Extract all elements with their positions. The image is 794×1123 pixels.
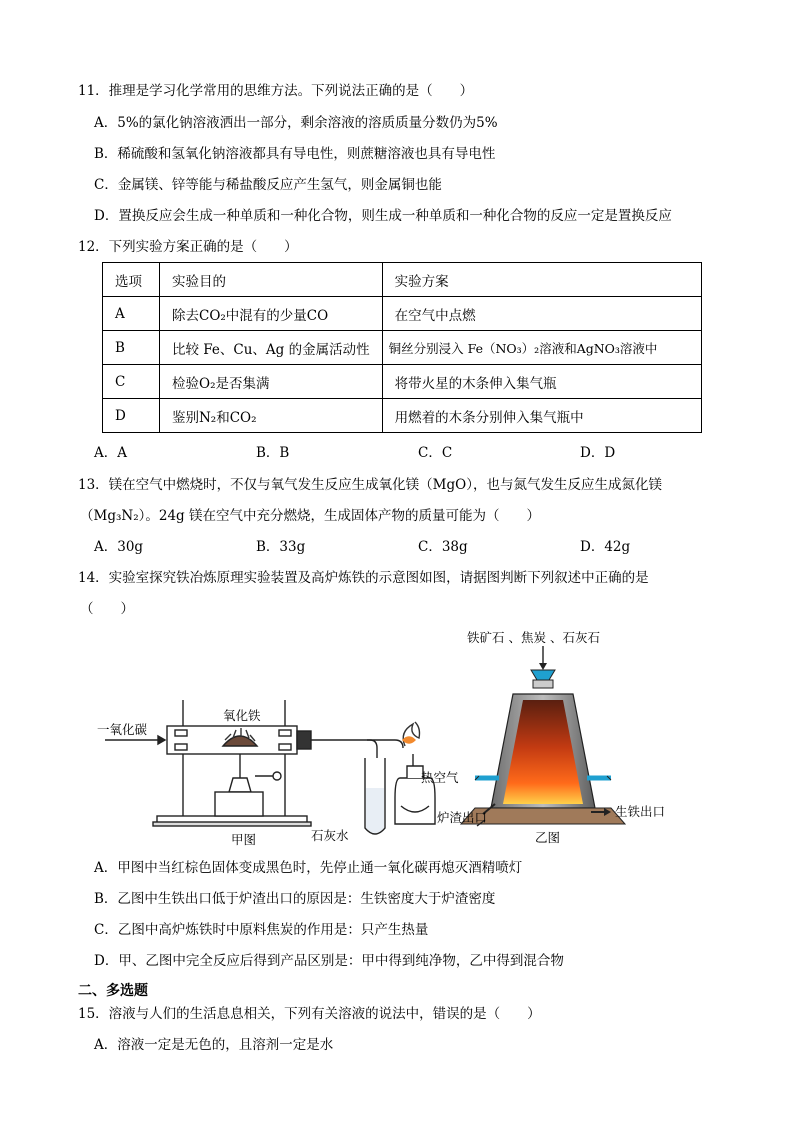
figure-b-caption: 乙图 [535, 830, 561, 845]
iron-smelting-figure [95, 628, 695, 850]
table-header-row [103, 263, 702, 297]
row-plan: 在空气中点燃 [382, 297, 701, 331]
q12-option-c: C．C [418, 445, 453, 461]
section-title: 二、多选题 [78, 983, 148, 999]
carbon-monoxide-label: 一氧化碳 [97, 722, 148, 737]
row-plan: 将带火星的木条伸入集气瓶 [382, 365, 701, 399]
row-option: A [103, 297, 160, 331]
q12-option-a: A．A [94, 445, 127, 461]
q14-option-c: C．乙图中高炉炼铁时中原料焦炭的作用是：只产生热量 [94, 922, 429, 938]
q15-option-a: A．溶液一定是无色的，且溶剂一定是水 [94, 1037, 334, 1053]
header-purpose: 实验目的 [160, 263, 383, 297]
row-purpose: 检验O₂是否集满 [160, 365, 383, 399]
table-row [103, 297, 702, 331]
row-option: B [103, 331, 160, 365]
blast-furnace-diagram [461, 646, 625, 826]
row-plan: 用燃着的木条分别伸入集气瓶中 [382, 399, 701, 433]
q13-stem-line1: 13．镁在空气中燃烧时，不仅与氧气发生反应生成氧化镁（MgO），也与氮气发生反应生成氮化镁 [78, 477, 662, 493]
q14-stem-line1: 14．实验室探究铁冶炼原理实验装置及高炉炼铁的示意图如图，请据图判断下列叙述中正确的是 [78, 570, 649, 586]
q12-option-d: D．D [580, 445, 616, 461]
iron-oxide-label: 氧化铁 [223, 708, 261, 723]
q13-option-d: D．42g [580, 539, 631, 555]
row-option: C [103, 365, 160, 399]
row-purpose: 比较 Fe、Cu、Ag 的金属活动性 [160, 331, 383, 365]
figure-a-caption: 甲图 [231, 832, 257, 847]
slag-outlet-label: 炉渣出口 [437, 810, 488, 825]
q11-option-b: B．稀硫酸和氢氧化钠溶液都具有导电性，则蔗糖溶液也具有导电性 [94, 146, 496, 162]
q13-option-a: A．30g [94, 539, 144, 555]
raw-materials-label: 铁矿石 、焦炭 、石灰石 [467, 630, 600, 645]
lab-apparatus-diagram [105, 700, 435, 834]
row-purpose: 鉴别N₂和CO₂ [160, 399, 383, 433]
q14-option-a: A．甲图中当红棕色固体变成黑色时，先停止通一氧化碳再熄灭酒精喷灯 [94, 860, 523, 876]
q11-option-d: D．置换反应会生成一种单质和一种化合物，则生成一种单质和一种化合物的反应一定是置换反应 [94, 208, 672, 224]
q13-option-b: B．33g [256, 539, 306, 555]
row-purpose: 除去CO₂中混有的少量CO [160, 297, 383, 331]
header-option: 选项 [103, 263, 160, 297]
q14-stem-line2: （ ） [80, 601, 134, 617]
row-plan: 铜丝分别浸入 Fe（NO₃）₂溶液和AgNO₃溶液中 [382, 331, 701, 365]
hot-air-label: 热空气 [421, 770, 459, 785]
limewater-label: 石灰水 [311, 828, 349, 843]
q14-option-b: B．乙图中生铁出口低于炉渣出口的原因是：生铁密度大于炉渣密度 [94, 891, 496, 907]
header-plan: 实验方案 [382, 263, 701, 297]
q13-stem-line2: （Mg₃N₂）。24g 镁在空气中充分燃烧，生成固体产物的质量可能为（ ） [80, 508, 540, 524]
pig-iron-outlet-label: 生铁出口 [615, 804, 666, 819]
q11-stem: 11．推理是学习化学常用的思维方法。下列说法正确的是（ ） [78, 83, 474, 99]
q14-option-d: D．甲、乙图中完全反应后得到产品区别是：甲中得到纯净物，乙中得到混合物 [94, 953, 564, 969]
q11-option-c: C．金属镁、锌等能与稀盐酸反应产生氢气，则金属铜也能 [94, 177, 442, 193]
q13-option-c: C．38g [418, 539, 468, 555]
table-row [103, 331, 702, 365]
q12-stem: 12．下列实验方案正确的是（ ） [78, 239, 298, 255]
q15-stem: 15．溶液与人们的生活息息相关，下列有关溶液的说法中，错误的是（ ） [78, 1006, 541, 1022]
experiment-table [102, 262, 702, 433]
table-row [103, 399, 702, 433]
q11-option-a: A．5%的氯化钠溶液洒出一部分，剩余溶液的溶质质量分数仍为5% [94, 115, 498, 131]
row-option: D [103, 399, 160, 433]
table-row [103, 365, 702, 399]
q12-option-b: B．B [256, 445, 290, 461]
